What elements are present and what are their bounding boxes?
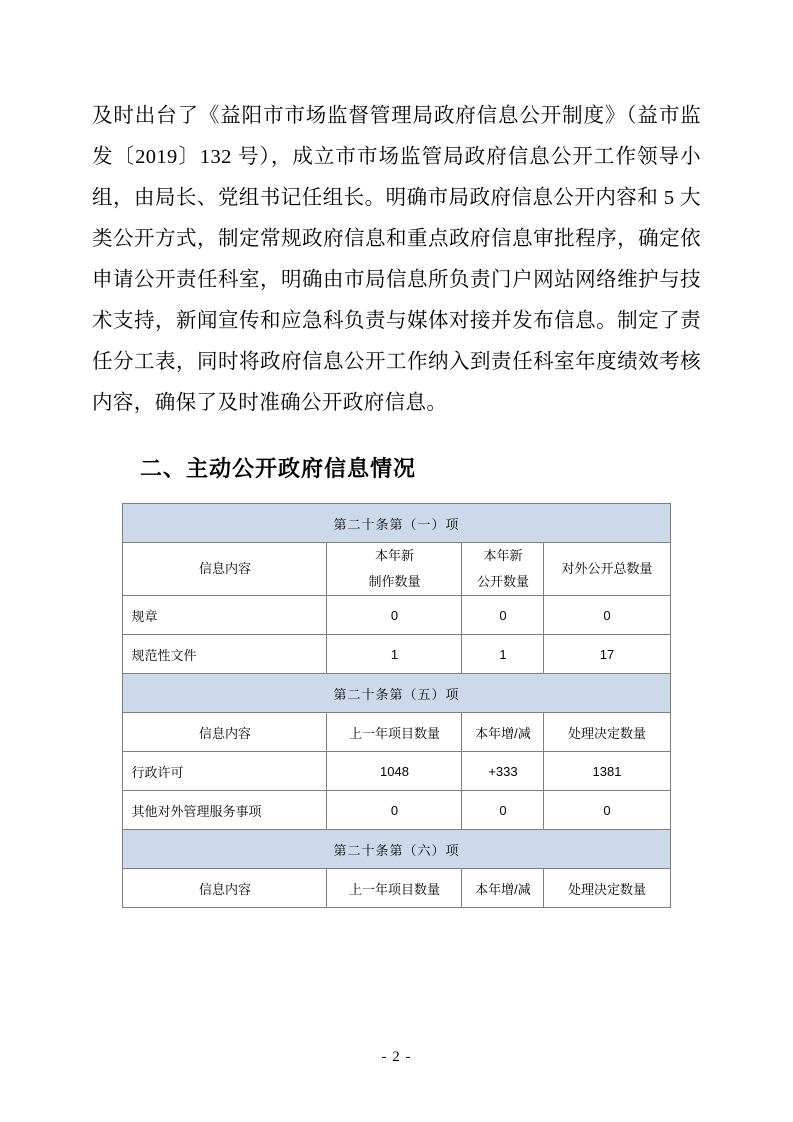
table-header-row xyxy=(123,869,670,908)
header-new-made-count-line2: 制作数量 xyxy=(368,574,421,589)
table-header-row xyxy=(123,543,670,596)
table-row xyxy=(123,635,670,674)
band-label-1: 第二十条第（一）项 xyxy=(123,504,670,543)
header-new-made-count-line1: 本年新 xyxy=(374,548,414,563)
header-prev-year-count-2: 上一年项目数量 xyxy=(327,713,462,752)
table-band-row xyxy=(123,674,670,713)
row-regulation-c4: 0 xyxy=(544,596,670,635)
row-label-other-services: 其他对外管理服务事项 xyxy=(123,791,327,830)
row-normative-doc-c3: 1 xyxy=(462,635,544,674)
header-new-made-count xyxy=(327,543,462,596)
header-info-content-3: 信息内容 xyxy=(123,869,327,908)
row-normative-doc-c2: 1 xyxy=(327,635,462,674)
header-new-disclosed-count xyxy=(462,543,544,596)
table-row xyxy=(123,791,670,830)
header-info-content-1: 信息内容 xyxy=(123,543,327,596)
row-regulation-c3: 0 xyxy=(462,596,544,635)
row-admin-license-c2: 1048 xyxy=(327,752,462,791)
header-total-disclosed: 对外公开总数量 xyxy=(544,543,670,596)
row-normative-doc-c4: 17 xyxy=(544,635,670,674)
row-other-services-c3: 0 xyxy=(462,791,544,830)
band-label-2: 第二十条第（五）项 xyxy=(123,674,670,713)
disclosure-table xyxy=(122,503,670,908)
row-admin-license-c4: 1381 xyxy=(544,752,670,791)
header-new-disclosed-count-line1: 本年新 xyxy=(483,548,523,563)
table-band-row xyxy=(123,504,670,543)
band-label-3: 第二十条第（六）项 xyxy=(123,830,670,869)
header-decision-count-3: 处理决定数量 xyxy=(544,869,670,908)
body-paragraph-block xyxy=(92,96,701,424)
page-number: - 2 - xyxy=(381,1049,412,1065)
header-year-change-2: 本年增/减 xyxy=(462,713,544,752)
table-header-row xyxy=(123,713,670,752)
row-regulation-c2: 0 xyxy=(327,596,462,635)
body-paragraph: 及时出台了《益阳市市场监督管理局政府信息公开制度》（益市监发〔2019〕132 号），成立市市场监管局政府信息公开工作领导小组，由局长、党组书记任组长。明确市局政府信息公开内容和 5 大类公开方式，制定常规政府信息和重点政府信息审批程序，确定依申请公开责任科室，明确由市局信息所负责门户网站网络维护与技术支持，新闻宣传和应急科负责与媒体对接并发布信息。制定了责任分工表，同时将政府信息公开工作纳入到责任科室年度绩效考核内容，确保了及时准确公开政府信息。 xyxy=(92,105,701,414)
header-year-change-3: 本年增/减 xyxy=(462,869,544,908)
section-heading: 二、主动公开政府信息情况 xyxy=(140,456,417,481)
row-admin-license-c3: +333 xyxy=(462,752,544,791)
header-new-disclosed-count-line2: 公开数量 xyxy=(476,574,529,589)
header-prev-year-count-3: 上一年项目数量 xyxy=(327,869,462,908)
header-decision-count-2: 处理决定数量 xyxy=(544,713,670,752)
table-band-row xyxy=(123,830,670,869)
row-label-admin-license: 行政许可 xyxy=(123,752,327,791)
table-row xyxy=(123,752,670,791)
row-other-services-c2: 0 xyxy=(327,791,462,830)
row-other-services-c4: 0 xyxy=(544,791,670,830)
row-label-regulation: 规章 xyxy=(123,596,327,635)
row-label-normative-doc: 规范性文件 xyxy=(123,635,327,674)
table-row xyxy=(123,596,670,635)
header-info-content-2: 信息内容 xyxy=(123,713,327,752)
